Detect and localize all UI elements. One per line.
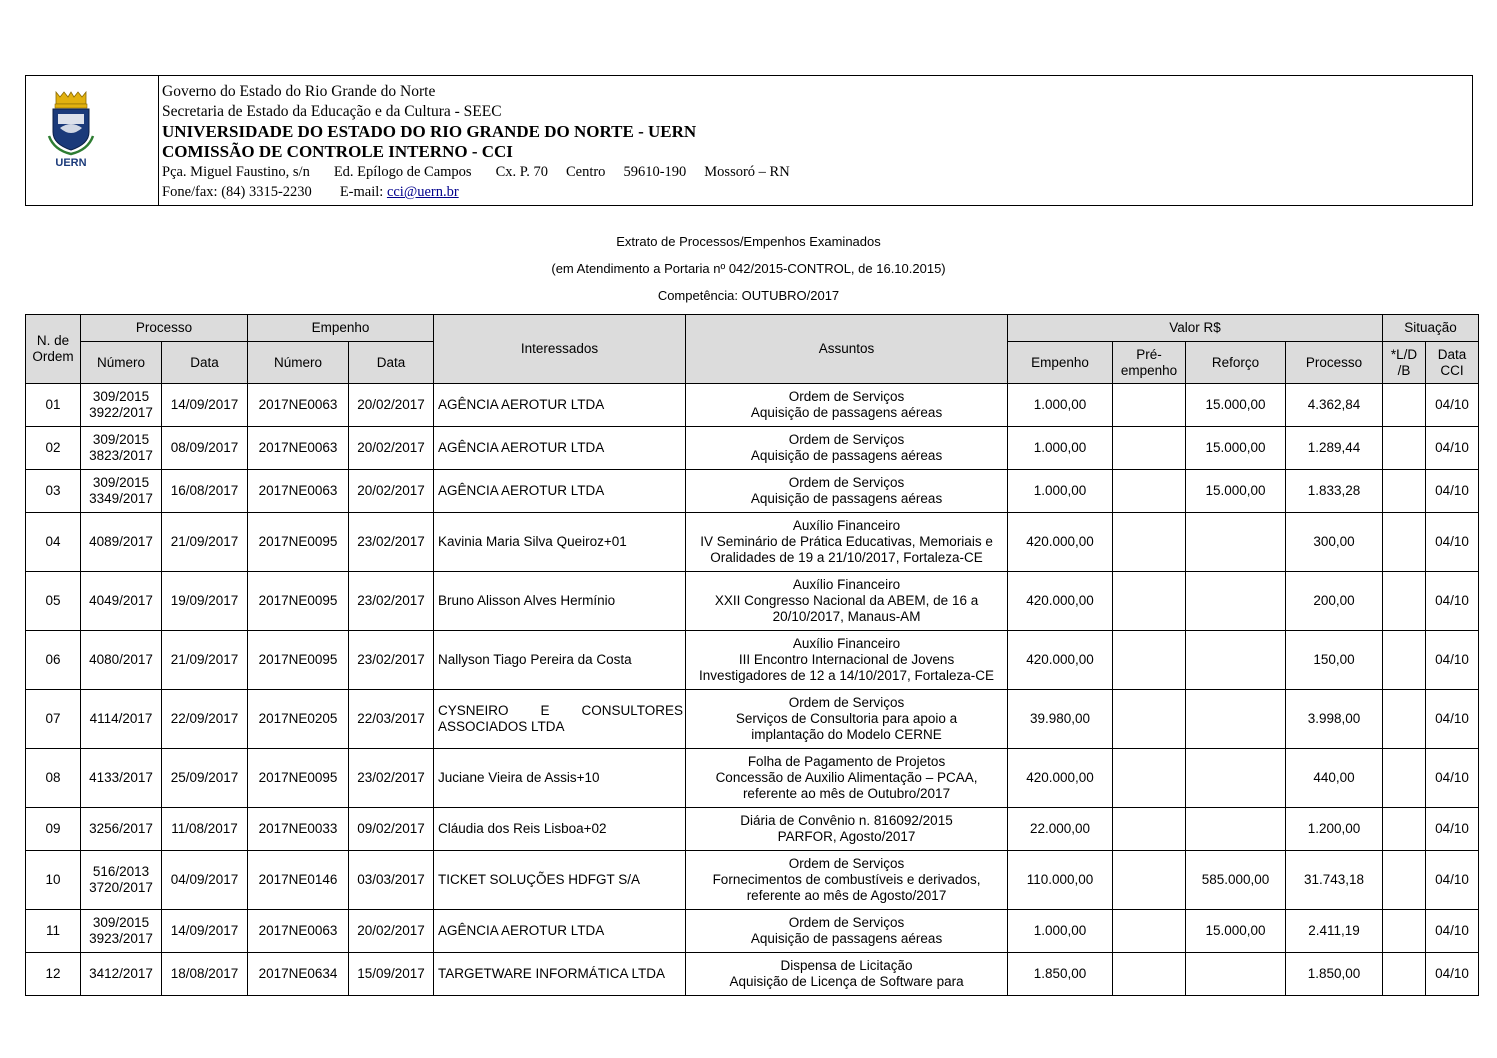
- header-ordem: N. de Ordem: [26, 315, 81, 384]
- cell-ldb: [1383, 631, 1426, 690]
- assunto-line: Concessão de Auxilio Alimentação – PCAA,: [715, 770, 978, 785]
- assunto-line: referente ao mês de Agosto/2017: [746, 888, 947, 903]
- cell-assunto: [686, 749, 1008, 808]
- cell-assunto: [686, 690, 1008, 749]
- assunto-line: III Encontro Internacional de Jovens: [738, 652, 955, 667]
- cell-proc-numero: [81, 749, 162, 808]
- cell-ordem: 08: [26, 749, 81, 808]
- proc-numero-line: 3922/2017: [89, 405, 153, 420]
- letterhead: [25, 75, 1473, 206]
- cell-data-cci: 04/10: [1426, 690, 1479, 749]
- cell-data-cci: 04/10: [1426, 808, 1479, 851]
- table-row: [26, 953, 1479, 996]
- cell-v-processo: 1.289,44: [1286, 427, 1383, 470]
- table-row: [26, 749, 1479, 808]
- cell-v-reforco: [1186, 572, 1286, 631]
- cell-emp-numero: 2017NE0063: [248, 427, 349, 470]
- cell-assunto: [686, 953, 1008, 996]
- cell-emp-numero: 2017NE0205: [248, 690, 349, 749]
- cell-v-empenho: 1.000,00: [1008, 470, 1113, 513]
- cell-v-pre: [1113, 953, 1186, 996]
- table-row: [26, 384, 1479, 427]
- proc-numero-line: 516/2013: [92, 864, 150, 879]
- proc-numero-line: 4049/2017: [89, 593, 153, 608]
- proc-numero-line: 3256/2017: [89, 821, 153, 836]
- cell-data-cci: 04/10: [1426, 910, 1479, 953]
- cell-emp-numero: 2017NE0095: [248, 513, 349, 572]
- cell-v-pre: [1113, 749, 1186, 808]
- cell-data-cci: 04/10: [1426, 427, 1479, 470]
- assunto-line: 20/10/2017, Manaus-AM: [772, 609, 921, 624]
- cell-emp-data: 03/03/2017: [349, 851, 434, 910]
- assunto-line: Investigadores de 12 a 14/10/2017, Fortaleza-CE: [699, 668, 994, 683]
- header-proc-numero: Número: [81, 342, 162, 384]
- report-subtitle: (em Atendimento a Portaria nº 042/2015-CONTROL, de 16.10.2015): [551, 261, 946, 276]
- assunto-line: Aquisição de passagens aéreas: [750, 405, 943, 420]
- assunto-line: Auxílio Financeiro: [792, 577, 901, 592]
- cell-emp-numero: 2017NE0095: [248, 631, 349, 690]
- header-v-reforco: Reforço: [1186, 342, 1286, 384]
- cell-v-reforco: [1186, 953, 1286, 996]
- cell-v-pre: [1113, 910, 1186, 953]
- cell-proc-numero: [81, 572, 162, 631]
- cell-interessado: AGÊNCIA AEROTUR LTDA: [434, 910, 686, 953]
- cell-ordem: 12: [26, 953, 81, 996]
- cell-v-processo: 2.411,19: [1286, 910, 1383, 953]
- cell-interessado: AGÊNCIA AEROTUR LTDA: [434, 384, 686, 427]
- assunto-line: implantação do Modelo CERNE: [751, 727, 942, 742]
- cell-proc-numero: [81, 470, 162, 513]
- letterhead-text: [162, 82, 790, 202]
- cell-interessado: Kavinia Maria Silva Queiroz+01: [434, 513, 686, 572]
- cell-data-cci: 04/10: [1426, 384, 1479, 427]
- cell-v-processo: 1.200,00: [1286, 808, 1383, 851]
- cell-assunto: [686, 384, 1008, 427]
- cell-proc-data: 16/08/2017: [162, 470, 248, 513]
- assunto-line: Aquisição de Licença de Software para: [729, 974, 964, 989]
- cell-v-pre: [1113, 384, 1186, 427]
- cell-interessado: TICKET SOLUÇÕES HDFGT S/A: [434, 851, 686, 910]
- cell-proc-data: 21/09/2017: [162, 631, 248, 690]
- assunto-line: Folha de Pagamento de Projetos: [747, 754, 946, 769]
- table-row: [26, 808, 1479, 851]
- cell-ordem: 01: [26, 384, 81, 427]
- cell-proc-data: 04/09/2017: [162, 851, 248, 910]
- proc-numero-line: 309/2015: [92, 389, 150, 404]
- assunto-line: Diária de Convênio n. 816092/2015: [740, 813, 953, 828]
- cell-interessado: AGÊNCIA AEROTUR LTDA: [434, 427, 686, 470]
- interessado-line: CYSNEIRO E CONSULTORES: [438, 703, 684, 718]
- cell-assunto: [686, 513, 1008, 572]
- table-row: [26, 690, 1479, 749]
- assunto-line: Ordem de Serviços: [788, 695, 905, 710]
- cell-proc-numero: [81, 513, 162, 572]
- cell-proc-data: 25/09/2017: [162, 749, 248, 808]
- cell-ordem: 10: [26, 851, 81, 910]
- cell-data-cci: 04/10: [1426, 631, 1479, 690]
- cell-proc-data: 11/08/2017: [162, 808, 248, 851]
- cell-v-pre: [1113, 427, 1186, 470]
- cell-proc-numero: [81, 427, 162, 470]
- cell-emp-data: 23/02/2017: [349, 631, 434, 690]
- proc-numero-line: 3923/2017: [89, 931, 153, 946]
- cell-ldb: [1383, 513, 1426, 572]
- cell-v-processo: 31.743,18: [1286, 851, 1383, 910]
- proc-numero-line: 3349/2017: [89, 491, 153, 506]
- logo-text: UERN: [55, 157, 87, 168]
- assunto-line: referente ao mês de Outubro/2017: [742, 786, 951, 801]
- cell-emp-data: 22/03/2017: [349, 690, 434, 749]
- header-situacao: Situação: [1383, 315, 1479, 342]
- cell-interessado: Bruno Alisson Alves Hermínio: [434, 572, 686, 631]
- cell-interessado: Nallyson Tiago Pereira da Costa: [434, 631, 686, 690]
- header-line-commission: COMISSÃO DE CONTROLE INTERNO - CCI: [162, 142, 513, 161]
- cell-assunto: [686, 631, 1008, 690]
- cell-v-pre: [1113, 470, 1186, 513]
- header-interessados: Interessados: [434, 315, 686, 384]
- cell-ldb: [1383, 427, 1426, 470]
- assunto-line: Aquisição de passagens aéreas: [750, 448, 943, 463]
- cell-proc-numero: [81, 910, 162, 953]
- cell-v-empenho: 420.000,00: [1008, 513, 1113, 572]
- header-ldb: *L/D /B: [1383, 342, 1426, 384]
- cell-ldb: [1383, 910, 1426, 953]
- cell-ldb: [1383, 808, 1426, 851]
- email-link[interactable]: cci@uern.br: [386, 184, 459, 200]
- cell-ordem: 05: [26, 572, 81, 631]
- cell-v-empenho: 420.000,00: [1008, 749, 1113, 808]
- proc-numero-line: 309/2015: [92, 432, 150, 447]
- address-district: Centro: [565, 164, 606, 180]
- cell-proc-numero: [81, 384, 162, 427]
- cell-interessado: AGÊNCIA AEROTUR LTDA: [434, 470, 686, 513]
- proc-numero-line: 309/2015: [92, 475, 150, 490]
- cell-emp-data: 20/02/2017: [349, 384, 434, 427]
- cell-proc-numero: [81, 631, 162, 690]
- cell-emp-numero: 2017NE0063: [248, 384, 349, 427]
- cell-proc-numero: [81, 851, 162, 910]
- table-row: [26, 427, 1479, 470]
- cell-emp-numero: 2017NE0063: [248, 470, 349, 513]
- process-table: [25, 314, 1479, 996]
- cell-v-reforco: 15.000,00: [1186, 384, 1286, 427]
- header-phone: Fone/fax: (84) 3315-2230: [162, 184, 312, 200]
- cell-proc-data: 18/08/2017: [162, 953, 248, 996]
- cell-proc-numero: [81, 690, 162, 749]
- header-empenho: Empenho: [248, 315, 434, 342]
- cell-v-empenho: 1.000,00: [1008, 427, 1113, 470]
- header-v-processo: Processo: [1286, 342, 1383, 384]
- cell-ordem: 03: [26, 470, 81, 513]
- cell-v-empenho: 22.000,00: [1008, 808, 1113, 851]
- assunto-line: Fornecimentos de combustíveis e derivados,: [712, 872, 981, 887]
- proc-numero-line: 3823/2017: [89, 448, 153, 463]
- cell-assunto: [686, 427, 1008, 470]
- cell-v-processo: 440,00: [1286, 749, 1383, 808]
- assunto-line: Auxílio Financeiro: [792, 518, 901, 533]
- report-competence: Competência: OUTUBRO/2017: [657, 288, 840, 303]
- header-line-university: UNIVERSIDADE DO ESTADO DO RIO GRANDE DO NORTE - UERN: [162, 122, 697, 141]
- cell-interessado: Cláudia dos Reis Lisboa+02: [434, 808, 686, 851]
- cell-v-reforco: [1186, 749, 1286, 808]
- proc-numero-line: 4089/2017: [89, 534, 153, 549]
- header-assuntos: Assuntos: [686, 315, 1008, 384]
- cell-v-reforco: 15.000,00: [1186, 910, 1286, 953]
- assunto-line: Ordem de Serviços: [788, 475, 905, 490]
- cell-emp-data: 23/02/2017: [349, 749, 434, 808]
- assunto-line: Dispensa de Licitação: [780, 958, 913, 973]
- cell-data-cci: 04/10: [1426, 953, 1479, 996]
- assunto-line: Aquisição de passagens aéreas: [750, 931, 943, 946]
- email-label: E-mail:: [339, 184, 384, 200]
- table-row: [26, 572, 1479, 631]
- cell-v-empenho: 1.850,00: [1008, 953, 1113, 996]
- table-row: [26, 513, 1479, 572]
- address-zip: 59610-190: [623, 164, 687, 180]
- cell-v-pre: [1113, 631, 1186, 690]
- proc-numero-line: 3720/2017: [89, 880, 153, 895]
- cell-emp-data: 23/02/2017: [349, 572, 434, 631]
- header-processo: Processo: [81, 315, 248, 342]
- cell-assunto: [686, 808, 1008, 851]
- cell-emp-data: 20/02/2017: [349, 470, 434, 513]
- address-pobox: Cx. P. 70: [495, 164, 548, 180]
- cell-data-cci: 04/10: [1426, 749, 1479, 808]
- assunto-line: Auxílio Financeiro: [792, 636, 901, 651]
- cell-v-empenho: 110.000,00: [1008, 851, 1113, 910]
- cell-v-reforco: [1186, 513, 1286, 572]
- cell-assunto: [686, 851, 1008, 910]
- cell-proc-data: 21/09/2017: [162, 513, 248, 572]
- cell-v-processo: 150,00: [1286, 631, 1383, 690]
- cell-assunto: [686, 910, 1008, 953]
- cell-v-empenho: 420.000,00: [1008, 631, 1113, 690]
- table-row: [26, 910, 1479, 953]
- cell-interessado: TARGETWARE INFORMÁTICA LTDA: [434, 953, 686, 996]
- cell-emp-data: 09/02/2017: [349, 808, 434, 851]
- cell-ordem: 09: [26, 808, 81, 851]
- cell-data-cci: 04/10: [1426, 470, 1479, 513]
- assunto-line: Ordem de Serviços: [788, 432, 905, 447]
- cell-emp-data: 15/09/2017: [349, 953, 434, 996]
- cell-data-cci: 04/10: [1426, 851, 1479, 910]
- cell-v-empenho: 1.000,00: [1008, 910, 1113, 953]
- header-data-cci: Data CCI: [1426, 342, 1479, 384]
- assunto-line: XXII Congresso Nacional da ABEM, de 16 a: [714, 593, 979, 608]
- cell-ldb: [1383, 953, 1426, 996]
- cell-ldb: [1383, 572, 1426, 631]
- cell-v-pre: [1113, 851, 1186, 910]
- cell-v-processo: 4.362,84: [1286, 384, 1383, 427]
- cell-assunto: [686, 572, 1008, 631]
- proc-numero-line: 4114/2017: [89, 711, 153, 726]
- cell-emp-data: 20/02/2017: [349, 910, 434, 953]
- cell-ldb: [1383, 749, 1426, 808]
- assunto-line: Serviços de Consultoria para apoio a: [735, 711, 958, 726]
- cell-ldb: [1383, 851, 1426, 910]
- table-row: [26, 851, 1479, 910]
- cell-proc-data: 19/09/2017: [162, 572, 248, 631]
- header-address: [162, 162, 790, 182]
- cell-ordem: 06: [26, 631, 81, 690]
- header-emp-data: Data: [349, 342, 434, 384]
- cell-proc-numero: [81, 808, 162, 851]
- cell-ldb: [1383, 690, 1426, 749]
- cell-v-reforco: [1186, 690, 1286, 749]
- cell-v-pre: [1113, 690, 1186, 749]
- interessado-line: ASSOCIADOS LTDA: [438, 719, 565, 734]
- cell-proc-data: 14/09/2017: [162, 384, 248, 427]
- header-emp-numero: Número: [248, 342, 349, 384]
- cell-v-reforco: [1186, 808, 1286, 851]
- cell-ordem: 11: [26, 910, 81, 953]
- cell-emp-numero: 2017NE0063: [248, 910, 349, 953]
- cell-ordem: 04: [26, 513, 81, 572]
- address-building: Ed. Epílogo de Campos: [333, 164, 472, 180]
- cell-v-processo: 300,00: [1286, 513, 1383, 572]
- cell-emp-numero: 2017NE0095: [248, 572, 349, 631]
- cell-proc-data: 14/09/2017: [162, 910, 248, 953]
- table-row: [26, 631, 1479, 690]
- cell-data-cci: 04/10: [1426, 513, 1479, 572]
- header-v-pre: Pré-empenho: [1113, 342, 1186, 384]
- assunto-line: PARFOR, Agosto/2017: [777, 829, 916, 844]
- cell-emp-data: 20/02/2017: [349, 427, 434, 470]
- assunto-line: Aquisição de passagens aéreas: [750, 491, 943, 506]
- proc-numero-line: 309/2015: [92, 915, 150, 930]
- cell-proc-numero: [81, 953, 162, 996]
- cell-ldb: [1383, 384, 1426, 427]
- proc-numero-line: 4080/2017: [89, 652, 153, 667]
- assunto-line: Ordem de Serviços: [788, 915, 905, 930]
- cell-emp-numero: 2017NE0033: [248, 808, 349, 851]
- header-line-government: Governo do Estado do Rio Grande do Norte: [162, 83, 436, 100]
- assunto-line: Ordem de Serviços: [788, 856, 905, 871]
- cell-v-reforco: 15.000,00: [1186, 427, 1286, 470]
- cell-proc-data: 08/09/2017: [162, 427, 248, 470]
- uern-logo: [46, 88, 96, 168]
- cell-ordem: 02: [26, 427, 81, 470]
- proc-numero-line: 4133/2017: [89, 770, 153, 785]
- header-valor: Valor R$: [1008, 315, 1383, 342]
- address-city: Mossoró – RN: [704, 164, 790, 180]
- cell-ordem: 07: [26, 690, 81, 749]
- assunto-line: IV Seminário de Prática Educativas, Memoriais e: [700, 534, 993, 549]
- header-proc-data: Data: [162, 342, 248, 384]
- address-street: Pça. Miguel Faustino, s/n: [162, 164, 310, 180]
- cell-v-reforco: 585.000,00: [1186, 851, 1286, 910]
- cell-emp-numero: 2017NE0634: [248, 953, 349, 996]
- cell-v-reforco: 15.000,00: [1186, 470, 1286, 513]
- assunto-line: Ordem de Serviços: [788, 389, 905, 404]
- table-row: [26, 470, 1479, 513]
- cell-v-pre: [1113, 808, 1186, 851]
- cell-emp-numero: 2017NE0146: [248, 851, 349, 910]
- cell-v-empenho: 420.000,00: [1008, 572, 1113, 631]
- cell-emp-numero: 2017NE0095: [248, 749, 349, 808]
- report-title: Extrato de Processos/Empenhos Examinados: [616, 234, 881, 249]
- cell-v-empenho: 1.000,00: [1008, 384, 1113, 427]
- cell-assunto: [686, 470, 1008, 513]
- cell-v-processo: 1.833,28: [1286, 470, 1383, 513]
- cell-v-processo: 1.850,00: [1286, 953, 1383, 996]
- cell-v-pre: [1113, 572, 1186, 631]
- cell-proc-data: 22/09/2017: [162, 690, 248, 749]
- cell-v-empenho: 39.980,00: [1008, 690, 1113, 749]
- cell-v-reforco: [1186, 631, 1286, 690]
- cell-interessado: [434, 690, 686, 749]
- header-v-empenho: Empenho: [1008, 342, 1113, 384]
- cell-data-cci: 04/10: [1426, 572, 1479, 631]
- cell-v-processo: 200,00: [1286, 572, 1383, 631]
- cell-interessado: Juciane Vieira de Assis+10: [434, 749, 686, 808]
- logo-cell: [26, 76, 159, 205]
- cell-v-processo: 3.998,00: [1286, 690, 1383, 749]
- proc-numero-line: 3412/2017: [89, 966, 153, 981]
- assunto-line: Oralidades de 19 a 21/10/2017, Fortaleza-CE: [710, 550, 983, 565]
- cell-ldb: [1383, 470, 1426, 513]
- header-contact: [162, 182, 790, 202]
- cell-emp-data: 23/02/2017: [349, 513, 434, 572]
- header-line-secretariat: Secretaria de Estado da Educação e da Cultura - SEEC: [162, 103, 502, 120]
- cell-v-pre: [1113, 513, 1186, 572]
